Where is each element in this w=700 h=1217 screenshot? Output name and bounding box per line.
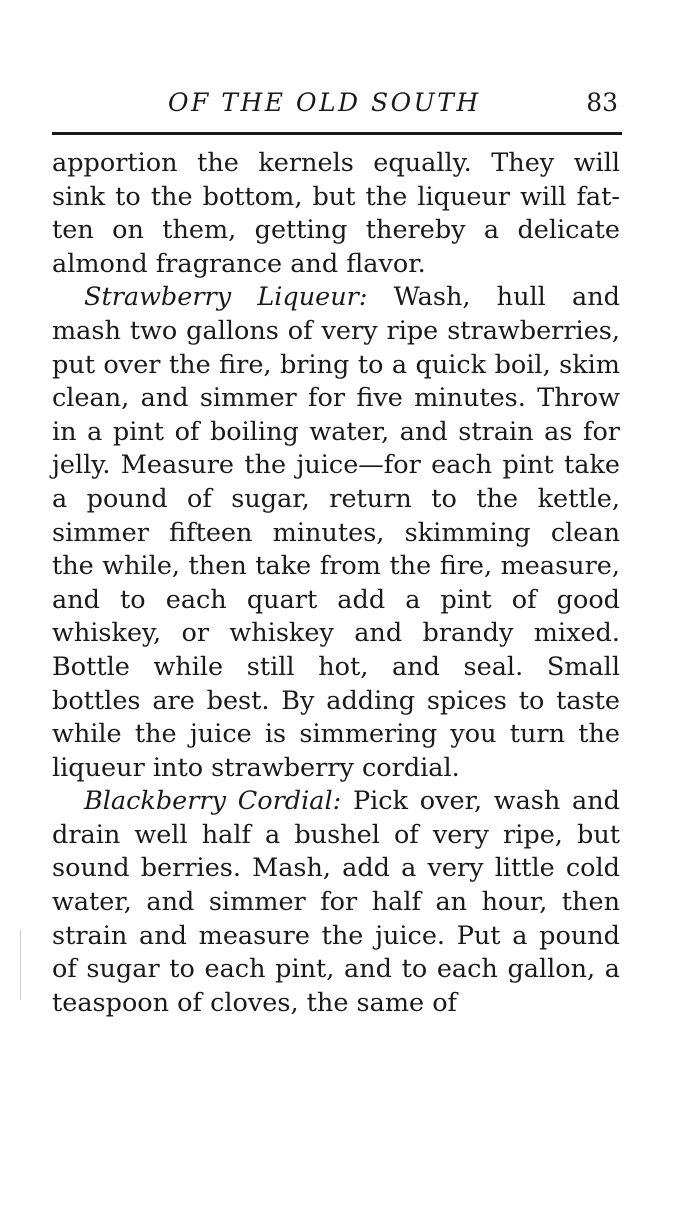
running-head bbox=[52, 86, 622, 126]
margin-mark bbox=[20, 930, 21, 1000]
page-number: 83 bbox=[586, 88, 618, 117]
paragraph-text: apportion the kernels equally. They will sink to the bottom, but the liqueur will fat- ten on them, getting thereby a delicate almond fragrance and flavor. bbox=[52, 148, 620, 279]
paragraph-strawberry-liqueur bbox=[52, 281, 620, 785]
running-title: OF THE OLD SOUTH bbox=[168, 88, 481, 117]
paragraph-blackberry-cordial bbox=[52, 785, 620, 1020]
paragraph-text: Pick over, wash and drain well half a bushel of very ripe, but sound berries. Mash, add a very little cold water, and simmer for half an hour, then strain and measure the juice. Put a pound of sugar to each pint, and to each gallon, a teaspoon of cloves, the same of bbox=[52, 786, 620, 1018]
paragraph-continuation bbox=[52, 147, 620, 281]
body-text bbox=[52, 147, 620, 1020]
recipe-heading: Blackberry Cordial: bbox=[84, 786, 342, 817]
paragraph-text: Wash, hull and mash two gallons of very ripe strawberries, put over the fire, bring to a quick boil, skim clean, and simmer for five minutes. Throw in a pint of boiling water, and strain as for jelly. Measure the juice—for each pint take a pound of sugar, return to the kettle, simmer fifteen minutes, skimming clean the while, then take from the fire, measure, and to each quart add a pint of good whiskey, or whiskey and brandy mixed. Bottle while still hot, and seal. Small bottles are best. By adding spices to taste while the juice is simmering you turn the liqueur into strawberry cordial. bbox=[52, 282, 620, 783]
header-rule bbox=[52, 132, 622, 135]
recipe-heading: Strawberry Liqueur: bbox=[84, 282, 368, 313]
